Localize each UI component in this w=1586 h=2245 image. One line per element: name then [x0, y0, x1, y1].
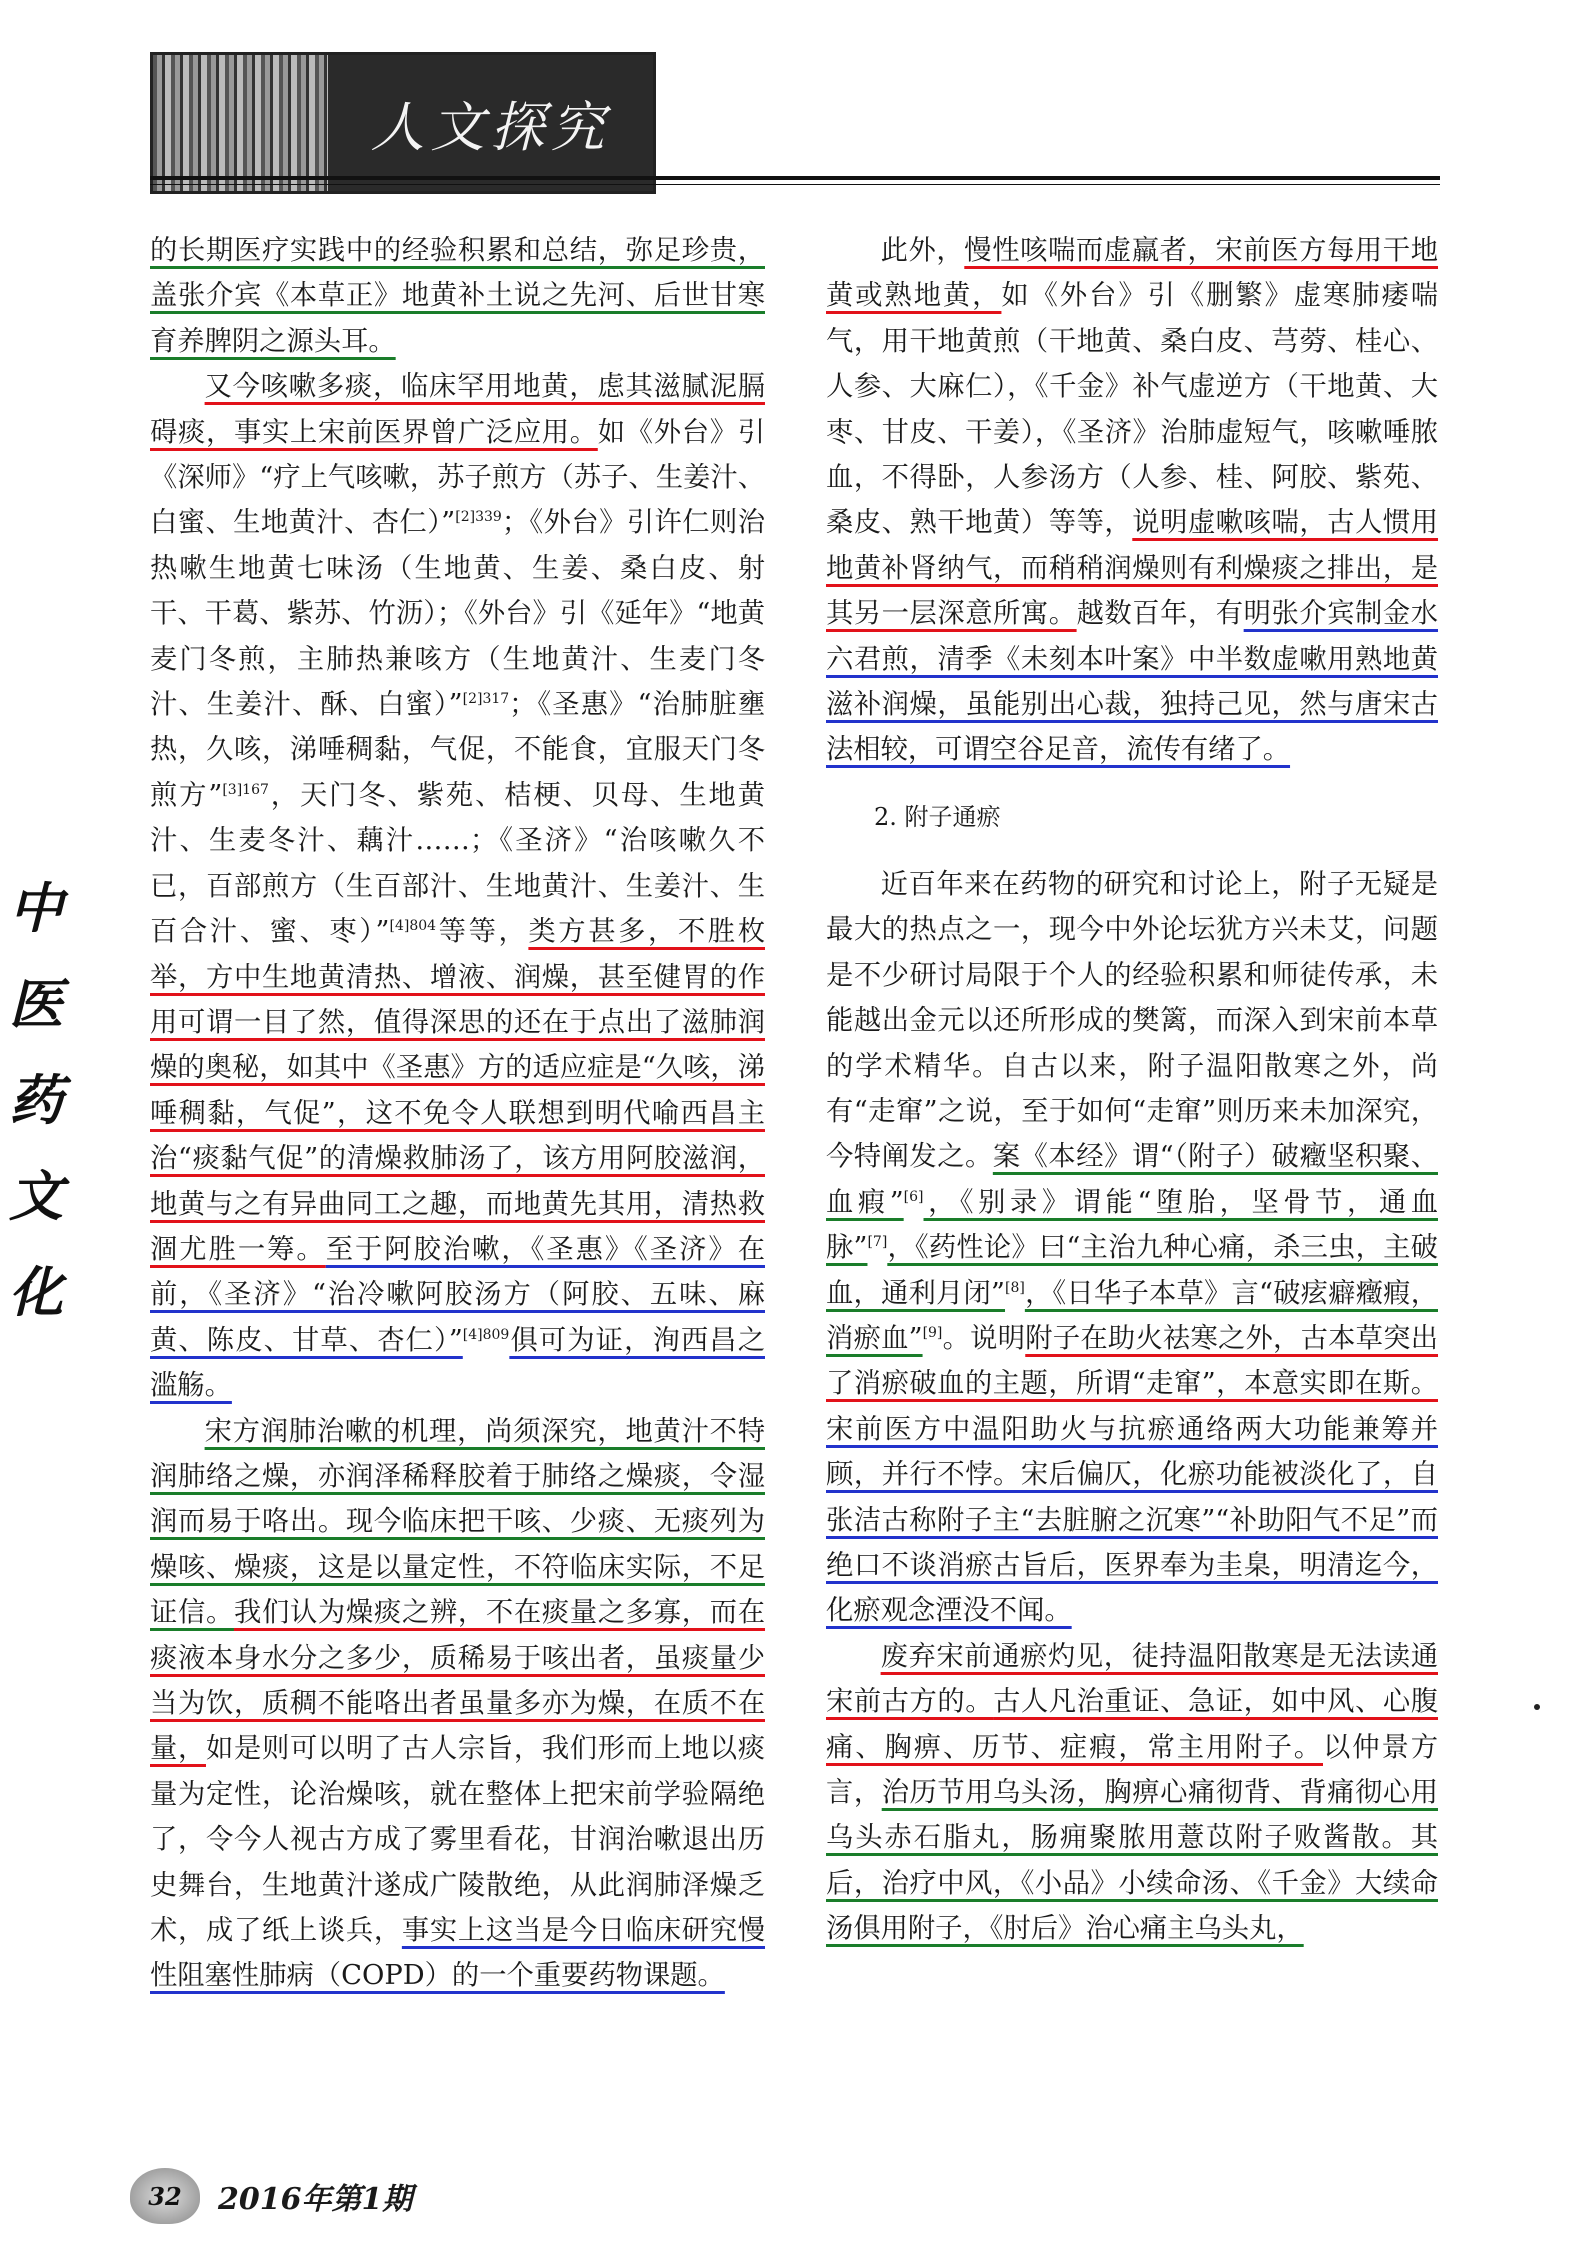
text-run: 说明虚嗽咳喘，古人惯用地黄补肾纳气，而稍稍润燥则有利燥痰之排出，是其另一层深意所寓。: [826, 507, 1439, 630]
paragraph: [150, 364, 765, 1408]
citation-ref: [3]167: [222, 781, 269, 798]
citation-ref: [7]: [867, 1234, 888, 1251]
text-run: 慢性咳喘而虚羸者，宋前医方每用干地黄或熟地黄，: [826, 235, 1439, 312]
text-run: 附子在助火祛寒之外，古本草突出了消瘀破血的主题，所谓“走窜”，本意实即在斯。: [826, 1322, 1439, 1400]
text-run: ；《外台》引许仁则治热嗽生地黄七味汤（生地黄、生姜、桑白皮、射干、干葛、紫苏、竹沥）；《外台》引《延年》“地黄麦门冬煎，主肺热兼咳方（生地黄汁、生麦门冬汁、生姜汁、酥、白蜜）”: [150, 507, 765, 721]
text-run: 宋前医方中温阳助火与抗瘀通络两大功能兼筹并顾，并行不悖。宋后偏仄，化瘀功能被淡化了，自张洁古称附子主“去脏腑之沉寒”“补助阳气不足”而绝口不谈消瘀古旨后，医界奉为圭臬，明清迄今，化瘀观念湮没不闻。: [826, 1413, 1438, 1627]
citation-ref: [2]339: [455, 509, 502, 526]
text-run: 如《外台》引《深师》“疗上气咳嗽，苏子煎方（苏子、生姜汁、白蜜、生地黄汁、杏仁）”: [150, 416, 766, 539]
text-run: 此外，: [880, 235, 965, 266]
text-run: 古人凡治重证、急证，如中风、心腹痛、胸痹、历节、症瘕，常主用附子。: [826, 1686, 1439, 1763]
text-run: 越数百年，有: [1076, 598, 1244, 630]
text-run: 案《本经》谓“（附子）破癥坚积聚、血瘕”: [826, 1141, 1438, 1218]
citation-ref: [9]: [922, 1324, 943, 1341]
right-column: [826, 228, 1438, 1952]
paragraph: [826, 862, 1438, 1634]
text-run: 以仲景方言，: [826, 1731, 1439, 1808]
page-speck: [1534, 1704, 1540, 1710]
text-run: 等等，: [436, 916, 529, 948]
page-number: 32: [130, 2168, 200, 2224]
text-run: 的长期医疗实践中的经验积累和总结，弥足珍贵，: [150, 235, 765, 266]
paragraph: [150, 228, 765, 364]
text-run: 至于阿胶治嗽，《圣惠》《圣济》在前，《圣济》“治冷嗽阿胶汤方（阿胶、五味、麻黄、陈皮、甘草、杏仁）”: [150, 1233, 765, 1356]
section-title: 人文探究: [328, 55, 653, 191]
text-run: 事实上这当是今日临床研究慢性阻塞性肺病（COPD）的一个重要药物课题。: [150, 1915, 766, 1992]
text-run: 宋方润肺治嗽的机理，尚须深究，地黄汁不特润肺络之燥，亦润泽稀释胶着于肺络之燥痰，令湿润而易于咯出。现今临床把干咳、少痰、无痰列为燥咳、燥痰，这是以量定性，不符临床实际，不足证信。: [150, 1415, 765, 1629]
text-run: ，天门冬、紫苑、桔梗、贝母、生地黄汁、生麦冬汁、藕汁……；《圣济》“治咳嗽久不已，百部煎方（生百部汁、生地黄汁、生姜汁、生百合汁、蜜、枣）”: [150, 779, 765, 948]
text-run: 废弃宋前通瘀灼见，徒持温阳散寒是无法读通宋前古方的。: [826, 1640, 1438, 1718]
text-run: ；《圣惠》“治肺脏壅热，久咳，涕唾稠黏，气促，不能食，宜服天门冬煎方”: [150, 689, 765, 811]
paragraph: [826, 228, 1438, 773]
text-run: 明张介宾制金水六君煎，清季《未刻本叶案》中半数虚嗽用熟地黄滋补润燥，虽能别出心裁，独持己见，然与唐宋古法相较，可谓空谷足音，流传有绪了。: [826, 598, 1439, 766]
citation-ref: [4]809: [462, 1326, 510, 1343]
issue-label: 2016年第1期: [218, 2182, 413, 2217]
header-photo: [153, 55, 328, 191]
text-run: 又今咳嗽多痰，临床罕用地黄，虑其滋腻泥膈碍痰，事实上宋前医界曾广泛应用。: [150, 371, 765, 448]
section-heading: 2. 附子通瘀: [874, 802, 1001, 831]
header-rule: [150, 176, 1440, 180]
text-run: 盖张介宾《本草正》地黄补土说之先河、后世甘寒育养脾阴之源头耳。: [150, 280, 765, 357]
text-run: 如《外台》引《删繁》虚寒肺痿喘气，用干地黄煎（干地黄、桑白皮、芎䓖、桂心、人参、大麻仁），《千金》补气虚逆方（干地黄、大枣、甘皮、干姜），《圣济》治肺虚短气，咳嗽唾脓血，不得卧，人参汤方（人参、桂、阿胶、紫苑、桑皮、熟干地黄）等等，: [826, 280, 1439, 539]
text-run: ，《药性论》曰“主治九种心痛，杀三虫，主破血，通利月闭”: [826, 1232, 1438, 1309]
paragraph: [826, 1634, 1438, 1952]
citation-ref: [2]317: [462, 690, 510, 707]
text-run: 治历节用乌头汤，胸痹心痛彻背、背痛彻心用乌头赤石脂丸，肠痈聚脓用薏苡附子败酱散。其后，治疗中风，《小品》小续命汤、《千金》大续命汤俱用附子，《肘后》治心痛主乌头丸，: [826, 1777, 1438, 1945]
left-column: [150, 228, 765, 1999]
text-run: 我们认为燥痰之辨，不在痰量之多寡，而在痰液本身水分之多少，质稀易于咳出者，虽痰量少当为饮，质稠不能咯出者虽量多亦为燥，在质不在量，: [150, 1597, 766, 1765]
section-header: [150, 52, 656, 194]
text-run: 如是则可以明了古人宗旨，我们形而上地以痰量为定性，论治燥咳，就在整体上把宋前学验隔绝了，令今人视古方成了雾里看花，甘润治嗽退出历史舞台，生地黄汁遂成广陵散绝，从此润肺泽燥乏术，成了纸上谈兵，: [150, 1733, 766, 1947]
text-run: 俱可为证，洵西昌之滥觞。: [150, 1324, 765, 1402]
citation-ref: [4]804: [389, 918, 437, 934]
text-run: ，《日华子本草》言“破痃癖癥瘕，消瘀血”: [826, 1277, 1438, 1354]
text-run: 。说明: [942, 1322, 1026, 1354]
header-rule-thin: [150, 184, 1440, 185]
text-run: 近百年来在药物的研究和讨论上，附子无疑是最大的热点之一，现今中外论坛犹方兴未艾，问题是不少研讨局限于个人的经验积累和师徒传承，未能越出金元以还所形成的樊篱，而深入到宋前本草的学术精华。自古以来，附子温阳散寒之外，尚有“走窜”之说，至于如何“走窜”则历来未加深究，今特阐发之。: [826, 868, 1438, 1173]
paragraph: [150, 1409, 765, 1999]
citation-ref: [6]: [903, 1188, 924, 1205]
citation-ref: [8]: [1005, 1279, 1025, 1296]
text-run: ，《别录》谓能“堕胎，坚骨节，通血脉”: [826, 1186, 1438, 1264]
journal-side-title: 中医药文化: [9, 876, 63, 1324]
text-run: 类方甚多，不胜枚举，方中生地黄清热、增液、润燥，甚至健胃的作用可谓一目了然，值得深思的还在于点出了滋肺润燥的奥秘，如其中《圣惠》方的适应症是“久咳，涕唾稠黏，气促”，这不免令人联想到明代喻西昌主治“痰黏气促”的清燥救肺汤了，该方用阿胶滋润，地黄与之有异曲同工之趣，而地黄先其用，清热救涸尤胜一筹。: [150, 916, 765, 1265]
page-footer: [130, 2168, 412, 2224]
